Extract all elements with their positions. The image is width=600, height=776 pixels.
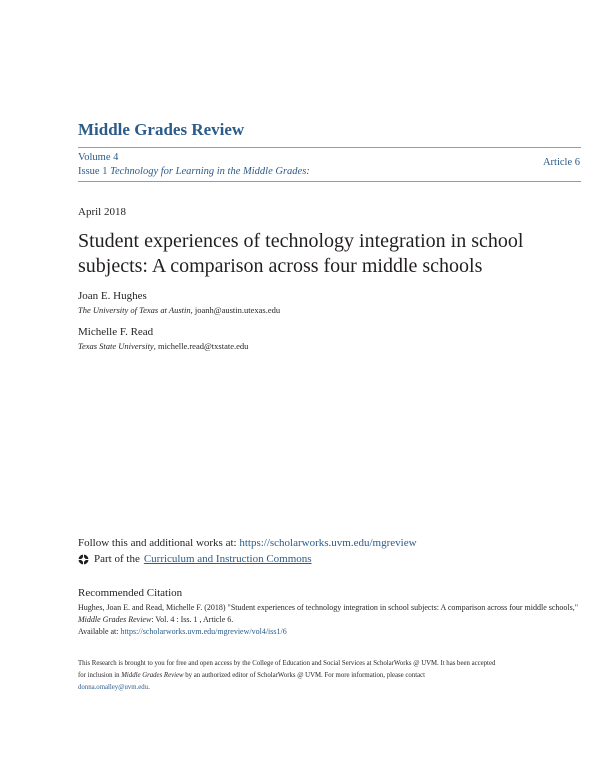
repository-link[interactable]: https://scholarworks.uvm.edu/mgreview — [239, 537, 417, 549]
notice-end: . — [148, 684, 150, 691]
author-name: Joan E. Hughes — [78, 290, 147, 302]
citation-text — [78, 602, 578, 638]
header-divider-top — [78, 147, 581, 148]
commons-link[interactable]: Curriculum and Instruction Commons — [143, 553, 312, 565]
author-institution: The University of Texas at Austin — [78, 305, 191, 315]
issue-number[interactable]: Issue 1 — [78, 166, 108, 177]
notice-journal: Middle Grades Review — [121, 672, 184, 679]
author-name: Michelle F. Read — [78, 326, 154, 338]
part-of-line — [78, 553, 312, 565]
article-number[interactable]: Article 6 — [542, 157, 580, 168]
issue-link[interactable] — [78, 166, 310, 177]
network-icon — [78, 554, 89, 565]
citation-volume: : Vol. 4 : Iss. 1 , Article 6. — [151, 615, 234, 624]
publication-date: April 2018 — [78, 206, 126, 218]
notice-body: This Research is brought to you for free and open access by the College of Education and Social Services at ScholarWorks @ UVM. It has been accepted for inclusion in — [78, 660, 496, 679]
volume-link[interactable]: Volume 4 — [78, 152, 119, 163]
issue-theme[interactable]: Technology for Learning in the Middle Grades: — [110, 166, 310, 177]
author-institution: Texas State University — [78, 341, 154, 351]
follow-prefix: Follow this and additional works at: — [78, 537, 237, 549]
author-affiliation — [78, 305, 280, 315]
journal-title[interactable]: Middle Grades Review — [78, 120, 245, 139]
citation-journal: Middle Grades Review — [78, 615, 152, 624]
header-divider-bottom — [78, 181, 581, 182]
citation-body: Hughes, Joan E. and Read, Michelle F. (2018) "Student experiences of technology integration in school subjects: A comparison across four middle schools," — [78, 603, 579, 612]
follow-line — [78, 537, 417, 549]
article-title: Student experiences of technology integration in school subjects: A comparison across four middle schools — [78, 230, 524, 277]
partof-prefix: Part of the — [94, 553, 140, 565]
access-notice — [78, 658, 498, 694]
notice-body-2: by an authorized editor of ScholarWorks @ UVM. For more information, please contact — [185, 672, 426, 679]
author-email: , michelle.read@txstate.edu — [153, 341, 249, 351]
contact-email-link[interactable]: donna.omalley@uvm.edu — [78, 684, 149, 691]
citation-heading: Recommended Citation — [78, 587, 183, 599]
author-affiliation — [78, 341, 248, 351]
available-prefix: Available at: — [78, 627, 119, 636]
article-link[interactable]: https://scholarworks.uvm.edu/mgreview/vol4/iss1/6 — [120, 627, 287, 636]
author-email: , joanh@austin.utexas.edu — [190, 305, 281, 315]
